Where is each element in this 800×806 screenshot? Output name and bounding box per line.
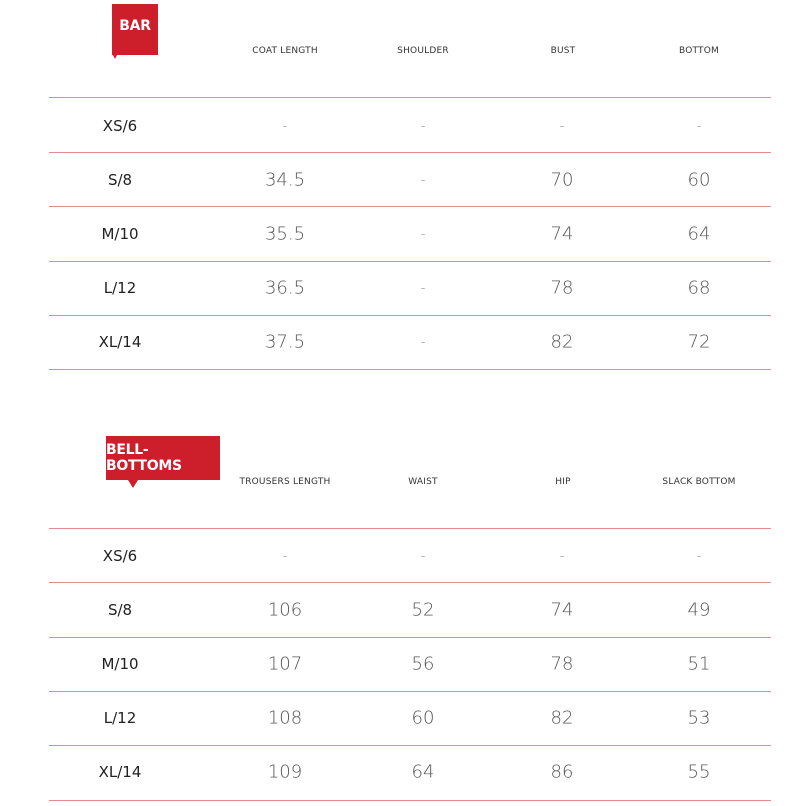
- size-label: XS/6: [102, 547, 138, 565]
- header-bottom: BOTTOM: [679, 46, 719, 56]
- bottom-value: 68: [687, 277, 711, 299]
- hip-value: 74: [550, 599, 574, 621]
- bell-bottoms-tag-pointer: [128, 480, 138, 488]
- table-divider: [49, 637, 771, 638]
- header-shoulder: SHOULDER: [397, 46, 449, 56]
- trousers-length-value: 106: [267, 599, 303, 621]
- shoulder-value: -: [420, 226, 426, 242]
- bell-bottoms-section-tag: BELL-BOTTOMS: [106, 436, 220, 480]
- bust-value: 78: [550, 277, 574, 299]
- bar-section-tag: BAR: [112, 4, 158, 55]
- trousers-length-value: 107: [267, 653, 303, 675]
- bust-value: -: [559, 118, 565, 134]
- hip-value: 82: [550, 707, 574, 729]
- table-divider: [49, 369, 771, 370]
- shoulder-value: -: [420, 334, 426, 350]
- size-label: L/12: [103, 709, 137, 727]
- waist-value: 64: [411, 761, 435, 783]
- hip-value: -: [559, 548, 565, 564]
- header-hip: HIP: [555, 477, 571, 487]
- coat-length-value: 36.5: [264, 277, 306, 299]
- table-divider: [49, 691, 771, 692]
- size-label: L/12: [103, 279, 137, 297]
- bust-value: 70: [550, 169, 574, 191]
- size-label: XL/14: [98, 333, 142, 351]
- table-divider: [49, 800, 771, 801]
- coat-length-value: 34.5: [264, 169, 306, 191]
- table-divider: [49, 261, 771, 262]
- bar-size-table: [0, 0, 800, 372]
- table-divider: [49, 315, 771, 316]
- hip-value: 78: [550, 653, 574, 675]
- size-label: S/8: [107, 171, 133, 189]
- table-divider: [49, 97, 771, 98]
- size-label: XS/6: [102, 117, 138, 135]
- size-label: M/10: [101, 225, 139, 243]
- header-coat-length: COAT LENGTH: [252, 46, 318, 56]
- slack-bottom-value: 53: [687, 707, 711, 729]
- size-label: M/10: [101, 655, 139, 673]
- table-divider: [49, 528, 771, 529]
- bust-value: 74: [550, 223, 574, 245]
- bottom-value: 72: [687, 331, 711, 353]
- table-divider: [49, 582, 771, 583]
- trousers-length-value: 108: [267, 707, 303, 729]
- shoulder-value: -: [420, 172, 426, 188]
- bottom-value: 60: [687, 169, 711, 191]
- bottom-value: 64: [687, 223, 711, 245]
- shoulder-value: -: [420, 118, 426, 134]
- waist-value: -: [420, 548, 426, 564]
- slack-bottom-value: 51: [687, 653, 711, 675]
- slack-bottom-value: -: [696, 548, 702, 564]
- coat-length-value: 35.5: [264, 223, 306, 245]
- shoulder-value: -: [420, 280, 426, 296]
- bell-bottoms-size-table: [0, 430, 800, 806]
- header-slack-bottom: SLACK BOTTOM: [662, 477, 736, 487]
- coat-length-value: 37.5: [264, 331, 306, 353]
- header-waist: WAIST: [408, 477, 438, 487]
- header-trousers-length: TROUSERS LENGTH: [239, 477, 331, 487]
- header-bust: BUST: [550, 46, 576, 56]
- bottom-value: -: [696, 118, 702, 134]
- coat-length-value: -: [282, 118, 288, 134]
- slack-bottom-value: 49: [687, 599, 711, 621]
- size-label: S/8: [107, 601, 133, 619]
- waist-value: 56: [411, 653, 435, 675]
- hip-value: 86: [550, 761, 574, 783]
- table-divider: [49, 206, 771, 207]
- waist-value: 52: [411, 599, 435, 621]
- bar-tag-pointer: [112, 53, 118, 59]
- table-divider: [49, 745, 771, 746]
- bust-value: 82: [550, 331, 574, 353]
- size-label: XL/14: [98, 763, 142, 781]
- waist-value: 60: [411, 707, 435, 729]
- trousers-length-value: 109: [267, 761, 303, 783]
- slack-bottom-value: 55: [687, 761, 711, 783]
- trousers-length-value: -: [282, 548, 288, 564]
- table-divider: [49, 152, 771, 153]
